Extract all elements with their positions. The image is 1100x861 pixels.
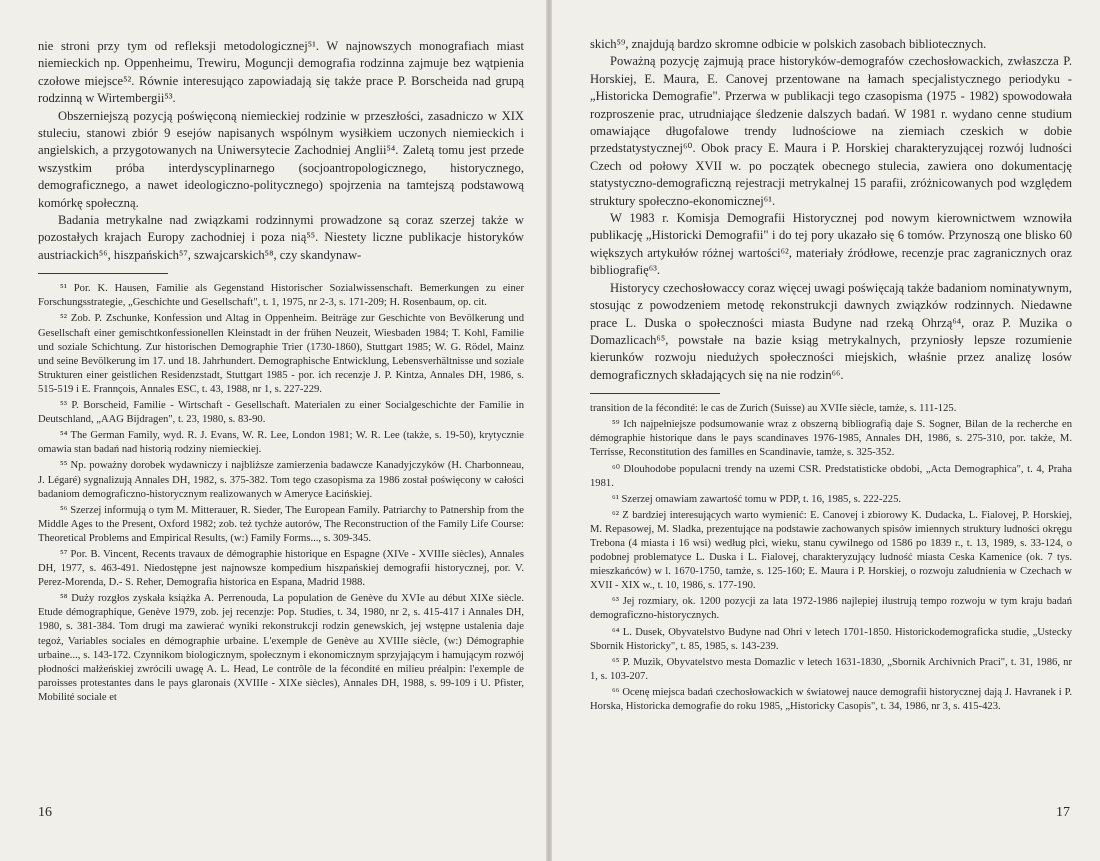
- footnote: ⁶¹ Szerzej omawiam zawartość tomu w PDP, t. 16, 1985, s. 222-225.: [612, 493, 902, 505]
- paragraph: Historycy czechosłowaccy coraz więcej uwagi poświęcają także badaniom nominatywnym, stosując z powodzeniem metodę rekonstrukcji dawnych związków rodzinnych. Niedawne prace L. Duska o społeczności miasta Budyne nad rzeką Ohrzą⁶⁴, oraz P. Muzika o Domazlicach⁶⁵, powstałe na bazie ksiąg metrykalnych, przyniosły lepsze rozumienie kierunków rozwoju niedużych społeczności miejskich, właśnie przez analizę losów demograficznych składających się na nie rodzin⁶⁶.: [590, 280, 1072, 382]
- footnote-divider: [38, 273, 168, 274]
- paragraph: W 1983 r. Komisja Demografii Historycznej pod nowym kierownictwem wznowiła publikację „Historicki Demografii" i do tej pory ukazało się 6 tomów. Przynoszą one blisko 60 większych artykułów różnej wartości⁶², materiały źródłowe, recenzje prac zagranicznych oraz bibliografię⁶³.: [590, 211, 1072, 278]
- footnote-divider: [590, 393, 720, 394]
- footnote: ⁵² Zob. P. Zschunke, Konfession und Altag in Oppenheim. Beiträge zur Geschichte von Bevölkerung und Gesellschaft einer gemischtkonfessionellen Kleinstadt in der frühen Neuzeit, Wiesbaden 1984; T. Kohl, Familie und soziale Schichtung. Zur historischen Demographie Trier (1730-1860), Stuttgart 1985; W. G. Rödel, Mainz und seine Bevölkerung im 17. und 18. Jahrhundert. Demographische Entwicklung, Lebensverhältnisse und soziale Strukturen einer geistlichen Residenzstadt, Stuttgart 1985 - por. ich recenzje J. P. Kintza, Annales DH, 1986, s. 515-519 i E. Frannçois, Annales ESC, t. 43, 1988, nr 1, s. 227-229.: [38, 313, 524, 395]
- right-page: [552, 0, 1100, 861]
- paragraph: Badania metrykalne nad związkami rodzinnymi prowadzone są coraz szerzej także w pozostałych krajach Europy zachodniej i poza nią⁵⁵. Niestety liczne publikacje historyków austriackich⁵⁶, hiszpańskich⁵⁷, szwajcarskich⁵⁸, czy skandynaw-: [38, 213, 524, 262]
- footnote: ⁶² Z bardziej interesujących warto wymienić: E. Canovej i zbiorowy K. Dudacka, L. Fialovej, P. Horskiej, M. Repasowej, M. Sladka, prezentujące na podstawie zachowanych spisów imiennych struktury ludności okręgu Trebona (4 miasta i 16 wsi) według płci, wieku, stanu cywilnego od 1586 po 1839 r., t. 13, 1989, s. 33-124, o podobnej problematyce L. Duska i L. Fialovej, charakteryzujący ludność miasta Ceska Kamenice (ok. 7 tys. mieszkańców) w l. 1670-1750, tamże, s. 125-160; E. Maura i P. Horskiej, o rozwoju zaludnienia w Czechach w XVII - XIX w., t. 10, 1986, s. 177-190.: [590, 509, 1072, 592]
- footnote: ⁵⁷ Por. B. Vincent, Recents travaux de démographie historique en Espagne (XIVe - XVIIIe siècles), Annales DH, 1977, s. 463-491. Niedostępne jest najnowsze kompedium hiszpańskiej demografii historycznej, por. V. Perez-Morenda, D.- S. Reher, Demografia historica en Espana, Madrid 1988.: [38, 548, 524, 589]
- footnote: ⁶³ Jej rozmiary, ok. 1200 pozycji za lata 1972-1986 najlepiej ilustrują tempo rozwoju w tym kraju badań demograficzno-historycznych.: [590, 596, 1072, 622]
- footnote: ⁵³ P. Borscheid, Familie - Wirtschaft - Gesellschaft. Materialen zu einer Socialgeschichte der Familie in Deutschland, „AAG Bijdragen", t. 23, 1980, s. 83-90.: [38, 400, 524, 426]
- footnote: ⁵⁹ Ich najpełniejsze podsumowanie wraz z obszerną bibliografią daje S. Sogner, Bilan de la recherche en démographie historique dans le pays scandinaves 1976-1985, Annales DH, 1986, s. 275-310, por. także, M. Terrisse, Reconstitution des familles en Scandinavie, tamże, s. 325-352.: [590, 419, 1072, 459]
- left-page: [0, 0, 546, 861]
- footnote: ⁶⁰ Dlouhodobe populacni trendy na uzemi CSR. Predstatisticke obdobi, „Acta Demographica", t. 4, Praha 1981.: [590, 463, 1072, 489]
- paragraph: nie stroni przy tym od refleksji metodologicznej⁵¹. W najnowszych monografiach miast niemieckich np. Oppenheimu, Trewiru, Moguncji demografia rodzinna zajmuje bez wątpienia czołowe miejsce⁵². Równie interesująco zapowiadają się także prace P. Borscheida nad grupą rodzinną w Wirtembergii⁵³.: [38, 39, 524, 106]
- left-footnotes: [38, 282, 524, 705]
- paragraph: Obszerniejszą pozycją poświęconą niemieckiej rodzinie w przeszłości, zasadniczo w XIX stuleciu, stanowi zbiór 9 esejów napisanych wspólnym wysiłkiem uczonych niemieckich i angielskich, a przygotowanych na Uniwersytecie Zachodniej Anglii⁵⁴. Zaletą tomu jest przede wszystkim próba interdyscyplinarnego (socjoantropologicznego, historycznego, demograficznego, a nawet ideologiczno-politycznego) spojrzenia na tamtejszą podstawową komórkę społeczną.: [38, 108, 524, 210]
- footnote: ⁶⁴ L. Dusek, Obyvatelstvo Budyne nad Ohri v letech 1701-1850. Historickodemograficka studie, „Ustecky Sbornik Historicky", t. 85, 1985, s. 143-239.: [590, 626, 1072, 652]
- footnote: ⁶⁵ P. Muzik, Obyvatelstvo mesta Domazlic v letech 1631-1830, „Sbornik Archivnich Praci", t. 31, 1986, nr 1, s. 103-207.: [590, 656, 1072, 682]
- right-body-text: [590, 36, 1072, 384]
- page-number: 17: [1056, 805, 1070, 820]
- footnote: transition de la fécondité: le cas de Zurich (Suisse) au XVIIe siècle, tamże, s. 111-125.: [590, 403, 957, 415]
- footnote: ⁵¹ Por. K. Hausen, Familie als Gegenstand Historischer Sozialwissenschaft. Bemerkungen zu einer Forschungsstrategie, „Geschichte und Gesellschaft", t. 1, 1975, nr 2-3, s. 171-209; H. Rosenbaum, op. cit.: [38, 283, 524, 309]
- footnote: ⁵⁶ Szerzej informują o tym M. Mitterauer, R. Sieder, The European Family. Patriarchy to Patnership from the Middle Ages to the Present, Oxford 1982; zob. też tychże autorów, The Reconstruction of the Family Life Course: Theoretical Problems and Empirical Results, (w:) Family Forms..., s. 309-345.: [38, 504, 524, 544]
- left-body-text: [38, 38, 524, 264]
- paragraph: skich⁵⁹, znajdują bardzo skromne odbicie w polskich zasobach bibliotecznych.: [590, 37, 987, 51]
- right-footnotes: [590, 402, 1072, 714]
- footnote: ⁵⁴ The German Family, wyd. R. J. Evans, W. R. Lee, London 1981; W. R. Lee (także, s. 19-50), krytycznie omawia stan badań nad historią rodziny niemieckiej.: [38, 430, 524, 456]
- footnote: ⁵⁸ Duży rozgłos zyskała książka A. Perrenouda, La population de Genève du XVIe au début XIXe siècle. Etude démographique, Genève 1979, zob. jej recenzje: Pop. Studies, t. 34, 1980, nr 2, s. 415-417 i Annales DH, 1980, s. 381-384. Tom drugi ma zawierać wyniki rekonstrukcji rodzin genewskich, jej wstępne ustalenia daje tegoż, Variables sociales en démographie urbaine. L'exemple de Genève au XVIIIe siècle, (w:) Démographie urbaine..., s. 143-172. Czynnikom biologicznym, społecznym i ekonomicznym sprzyjającym i hamującym rozwój płodności małżeńskiej zwrócili uwagę A. L. Head, Le contrôle de la fécondité en milieu préalpin: l'exemple de paroisses protestantes dans le pays glaronais (XVIIIe - XIXe siècles), Annales DH, 1988, s. 99-109 i U. Pfister, Mobilité sociale et: [38, 593, 524, 703]
- footnote: ⁶⁶ Ocenę miejsca badań czechosłowackich w światowej nauce demografii historycznej dają J. Havranek i P. Horska, Historicka demografie do roku 1985, „Historicky Casopis", t. 34, 1986, nr 3, s. 415-423.: [590, 686, 1072, 712]
- footnote: ⁵⁵ Np. poważny dorobek wydawniczy i najbliższe zamierzenia badawcze Kanadyjczyków (H. Charbonneau, J. Légaré) sygnalizują Annales DH, 1982, s. 375-382. Tom tego czasopisma za 1986 został poświęcony w całości badaniom demograficzno-historycznym realizowanych w Ameryce Łacińskiej.: [38, 460, 524, 500]
- page-number: 16: [38, 805, 52, 820]
- paragraph: Poważną pozycję zajmują prace historyków-demografów czechosłowackich, zwłaszcza P. Horskiej, E. Maura, E. Canovej przentowane na łamach specjalistycznego periodyku - „Historicka Demografie". Przerwa w publikacji tego czasopisma (1975 - 1982) spowodowała rozproszenie prac, utrudniające śledzenie dalszych badań. W 1981 r. wydano cenne studium omawiające długofalowe trendy ludnościowe na ziemiach czeskich w dobie przedstatystycznej⁶⁰. Obok pracy E. Maura i P. Horskiej charakteryzującej rozwój ludności Czech od połowy XVII w. po początek obecnego stulecia, zawiera ono dokumentację statystyczno-demograficzną rejestracji metrykalnej 15 parafii, zróżnicowanych pod względem struktury społeczno-ekonomicznej⁶¹.: [590, 54, 1072, 208]
